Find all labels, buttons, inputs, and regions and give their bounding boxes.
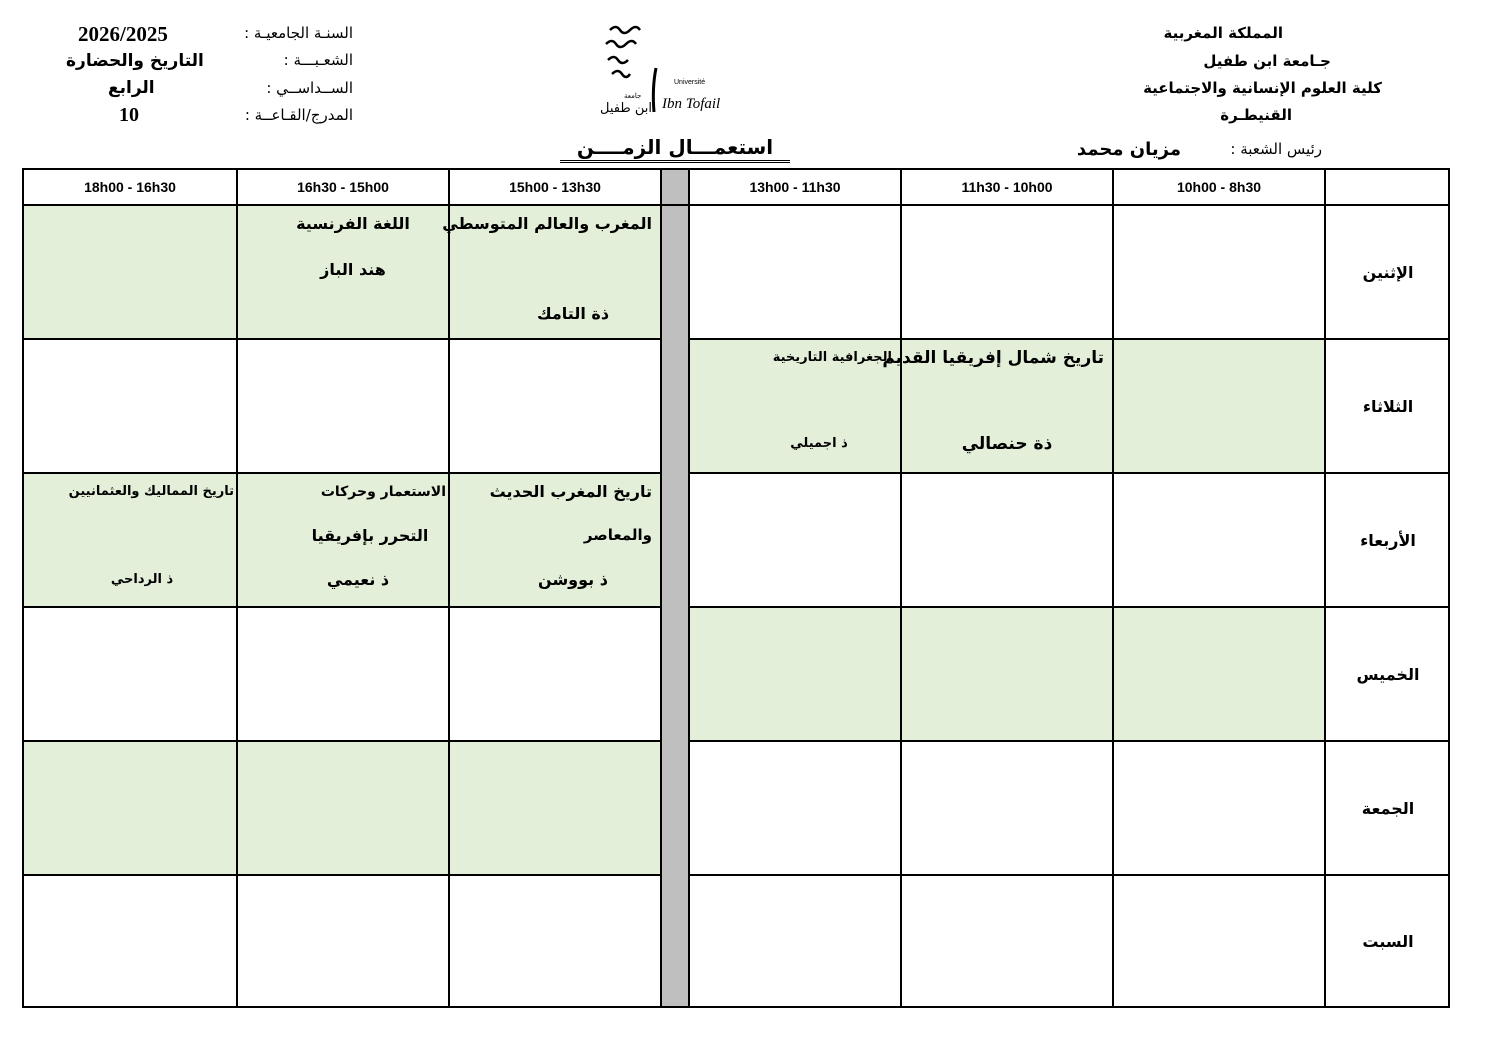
wed-1000 [902,474,1114,608]
tue-1630 [24,340,238,474]
sat-1500 [238,876,450,1006]
timetable [22,168,1450,1008]
mon-1330 [442,206,662,340]
thu-1500 [238,608,450,742]
time-header-1630: 18h00 - 16h30 [24,170,238,206]
sat-1330 [450,876,662,1006]
thu-1330 [450,608,662,742]
sat-1000 [902,876,1114,1006]
thu-1630 [24,608,238,742]
logo-arabic-script: ابن طفيل [600,101,652,116]
wed-1500 [238,474,450,608]
wed-1500-course-line2: التحرر بإفريقيا [311,526,429,545]
time-header-1330: 15h00 - 13h30 [450,170,662,206]
wed-1500-teacher: ذ نعيمي [326,570,390,589]
tue-1130-teacher: ذ اجميلي [790,436,848,451]
semester-value: الرابع [108,78,155,98]
dept-head-name: مزيان محمد [1076,139,1181,160]
room-label: المدرج/القـاعــة : [244,106,353,124]
wed-1500-course-line1: الاستعمار وحركات [320,484,446,500]
day-thursday: الخميس [1326,608,1450,742]
wed-1630-course: تاريخ المماليك والعثمانيين [68,484,234,499]
year-value: 2026/2025 [78,22,168,46]
thu-0830 [1114,608,1326,742]
room-value: 10 [119,104,139,126]
day-tuesday: الثلاثاء [1326,340,1450,474]
tue-1330 [450,340,662,474]
mon-1130 [690,206,902,340]
wed-1330 [450,474,662,608]
fri-1130 [690,742,902,876]
mon-1330-course: المغرب والعالم المتوسطي [442,214,652,233]
city-label: القنيطـرة [1220,106,1292,124]
break-column [662,206,690,1006]
wed-1330-course-line2: والمعاصر [583,526,652,544]
day-monday: الإثنين [1326,206,1450,340]
mon-1630 [24,206,238,340]
day-saturday: السبت [1362,931,1414,951]
fri-1630 [24,742,238,876]
university-logo [596,22,726,122]
wed-1330-course-line1: تاريخ المغرب الحديث [489,482,652,501]
fri-1000 [902,742,1114,876]
mon-1500-teacher: هند الباز [320,260,386,279]
day-wednesday: الأربعاء [1326,474,1450,608]
fri-1500 [238,742,450,876]
tue-1000-course: تاريخ شمال إفريقيا القديم [882,348,1104,368]
logo-latin-script: Ibn Tofail [662,96,721,112]
time-header-1130: 13h00 - 11h30 [690,170,902,206]
year-label: السنـة الجامعيـة : [244,24,353,42]
wed-1630 [24,474,238,608]
logo-arabic-small: جامعة [624,92,642,100]
wed-1630-teacher: ذ الرداحي [110,572,174,587]
faculty-label: كلية العلوم الإنسانية والاجتماعية [1143,79,1382,97]
tue-1130-course: الجغرافية التاريخية [772,350,892,365]
dept-head-label: رئيس الشعبة : [1230,140,1322,158]
day-header-blank [1326,170,1450,206]
mon-1500 [238,206,450,340]
mon-1330-teacher: ذة التامك [536,304,610,323]
mon-1000 [902,206,1114,340]
sat-0830 [1114,876,1326,1006]
branch-label: الشعـبـــة : [283,51,353,69]
tue-1000-teacher: ذة حنصالي [961,434,1053,454]
logo-latin-small: Université [674,79,706,86]
sat-1630 [24,876,238,1006]
sat-1130 [690,876,902,1006]
branch-value: التاريخ والحضارة [66,51,204,71]
wed-1130 [690,474,902,608]
kingdom-label: المملكة المغربية [1163,24,1283,42]
page-title: استعمـــال الزمــــن [560,134,790,163]
break-column-header [662,170,690,206]
time-header-0830: 10h00 - 8h30 [1114,170,1326,206]
logo-mark-icon [596,22,726,122]
mon-0830 [1114,206,1326,340]
tue-1130 [690,340,902,474]
thu-1000 [902,608,1114,742]
time-header-1000: 11h30 - 10h00 [902,170,1114,206]
thu-1130 [690,608,902,742]
semester-label: الســداســي : [266,79,353,97]
mon-1500-course: اللغة الفرنسية [296,214,410,233]
time-header-1500: 16h30 - 15h00 [238,170,450,206]
tue-0830 [1114,340,1326,474]
tue-1500 [238,340,450,474]
wed-0830 [1114,474,1326,608]
fri-0830 [1114,742,1326,876]
tue-1000 [882,340,1114,474]
wed-1330-teacher: ذ بووشن [538,570,608,589]
university-label: جـامعة ابن طفيل [1203,52,1331,70]
fri-1330 [450,742,662,876]
day-friday: الجمعة [1326,742,1450,876]
